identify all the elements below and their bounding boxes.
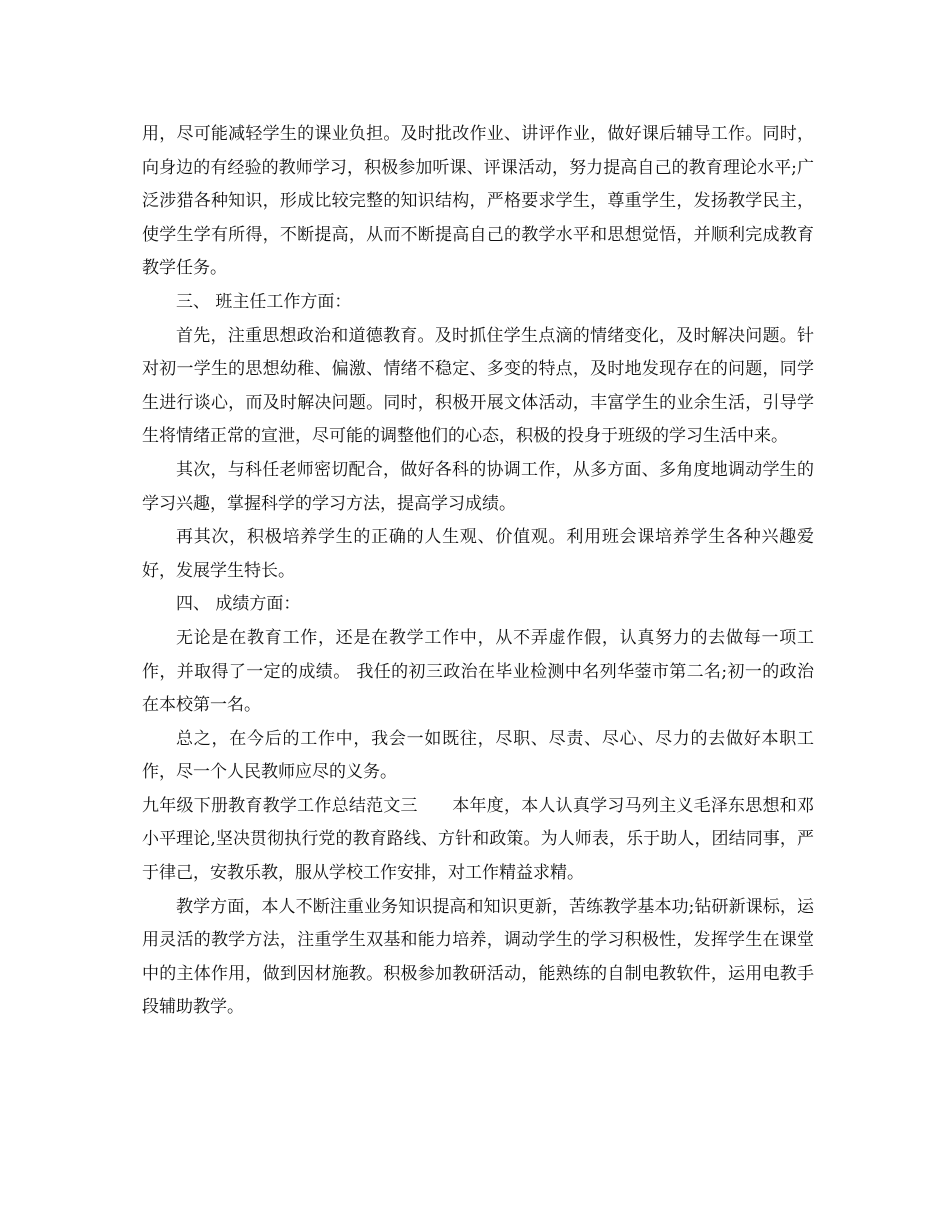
paragraph-values-cultivation: 再其次，积极培养学生的正确的人生观、价值观。利用班会课培养学生各种兴趣爱好，发展学生特长。: [142, 527, 814, 581]
paragraph-moral-education: 首先，注重思想政治和道德教育。及时抓住学生点滴的情绪变化，及时解决问题。针对初一学生的思想幼稚、偏激、情绪不稳定、多变的特点，及时地发现存在的问题，同学生进行谈心，而及时解决问题。同时，积极开展文体活动，丰富学生的业余生活，引导学生将情绪正常的宣泄，尽可能的调整他们的心态，积极的投身于班级的学习生活中来。: [142, 325, 814, 447]
paragraph-teaching-aspect: 教学方面，本人不断注重业务知识提高和知识更新，苦练教学基本功;钻研新课标，运用灵活的教学方法，注重学生双基和能力培养，调动学生的学习积极性，发挥学生在课堂中的主体作用，做到因材施教。积极参加教研活动，能熟练的自制电教软件，运用电教手段辅助教学。: [142, 896, 814, 1018]
section-heading-achievements: 四、 成绩方面：: [176, 594, 301, 615]
paragraph-teacher-cooperation: 其次，与科任老师密切配合，做好各科的协调工作，从多方面、多角度地调动学生的学习兴趣，掌握科学的学习方法，提高学习成绩。: [142, 459, 814, 514]
document-body: [142, 118, 814, 1025]
section-heading-head-teacher-work: 三、 班主任工作方面：: [176, 291, 352, 312]
paragraph-sample-three-intro: 九年级下册教育教学工作总结范文三 本年度，本人认真学习马列主义毛泽东思想和邓小平理论,坚决贯彻执行党的教育路线、方针和政策。为人师表，乐于助人，团结同事，严于律己，安教乐教，服从学校工作安排，对工作精益求精。: [142, 795, 814, 884]
paragraph-continuation: 用，尽可能减轻学生的课业负担。及时批改作业、讲评作业，做好课后辅导工作。同时，向身边的有经验的教师学习，积极参加听课、评课活动，努力提高自己的教育理论水平;广泛涉猎各种知识，形成比较完整的知识结构，严格要求学生，尊重学生，发扬教学民主，使学生学有所得，不断提高，从而不断提高自己的教学水平和思想觉悟，并顺利完成教育教学任务。: [142, 124, 814, 279]
paragraph-conclusion: 总之，在今后的工作中，我会一如既往，尽职、尽责、尽心、尽力的去做好本职工作，尽一个人民教师应尽的义务。: [142, 728, 814, 783]
paragraph-achievements: 无论是在教育工作，还是在教学工作中，从不弄虚作假，认真努力的去做每一项工作，并取得了一定的成绩。 我任的初三政治在毕业检测中名列华蓥市第二名;初一的政治在本校第一名。: [142, 627, 814, 716]
